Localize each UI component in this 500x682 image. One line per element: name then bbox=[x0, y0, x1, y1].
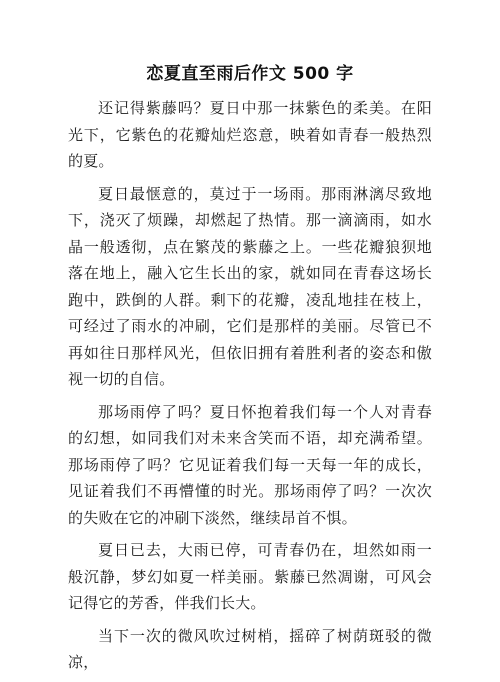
article-body bbox=[68, 95, 432, 682]
paragraph: 还记得紫藤吗？夏日中那一抹紫色的柔美。在阳光下，它紫色的花瓣灿烂恣意，映着如青春一般热烈的夏。 bbox=[68, 99, 432, 170]
paragraph: 夏日已去，大雨已停，可青春仍在，坦然如雨一般沉静，梦幻如夏一样美丽。紫藤已然凋谢，可风会记得它的芳香，伴我们长大。 bbox=[68, 541, 432, 612]
page-title: 恋夏直至雨后作文 500 字 bbox=[146, 64, 354, 84]
paragraph: 那场雨停了吗？夏日怀抱着我们每一个人对青春的幻想，如同我们对未来含笑而不语，却充满希望。那场雨停了吗？它见证着我们每一天每一年的成长，见证着我们不再懵懂的时光。那场雨停了吗？一次次的失败在它的冲刷下淡然，继续昂首不惧。 bbox=[68, 402, 432, 527]
paragraph: 当下一次的微风吹过树梢，摇碎了树荫斑驳的微凉， bbox=[68, 626, 432, 671]
paragraph: 夏日最惬意的，莫过于一场雨。那雨淋漓尽致地下，浇灭了烦躁，却燃起了热情。那一滴滴雨，如水晶一般透彻，点在繁茂的紫藤之上。一些花瓣狼狈地落在地上，融入它生长出的家，就如同在青春这场长跑中，跌倒的人群。剩下的花瓣，凌乱地挂在枝上，可经过了雨水的冲刷，它们是那样的美丽。尽管已不再如往日那样风光，但依旧拥有着胜利者的姿态和傲视一切的自信。 bbox=[68, 184, 432, 388]
